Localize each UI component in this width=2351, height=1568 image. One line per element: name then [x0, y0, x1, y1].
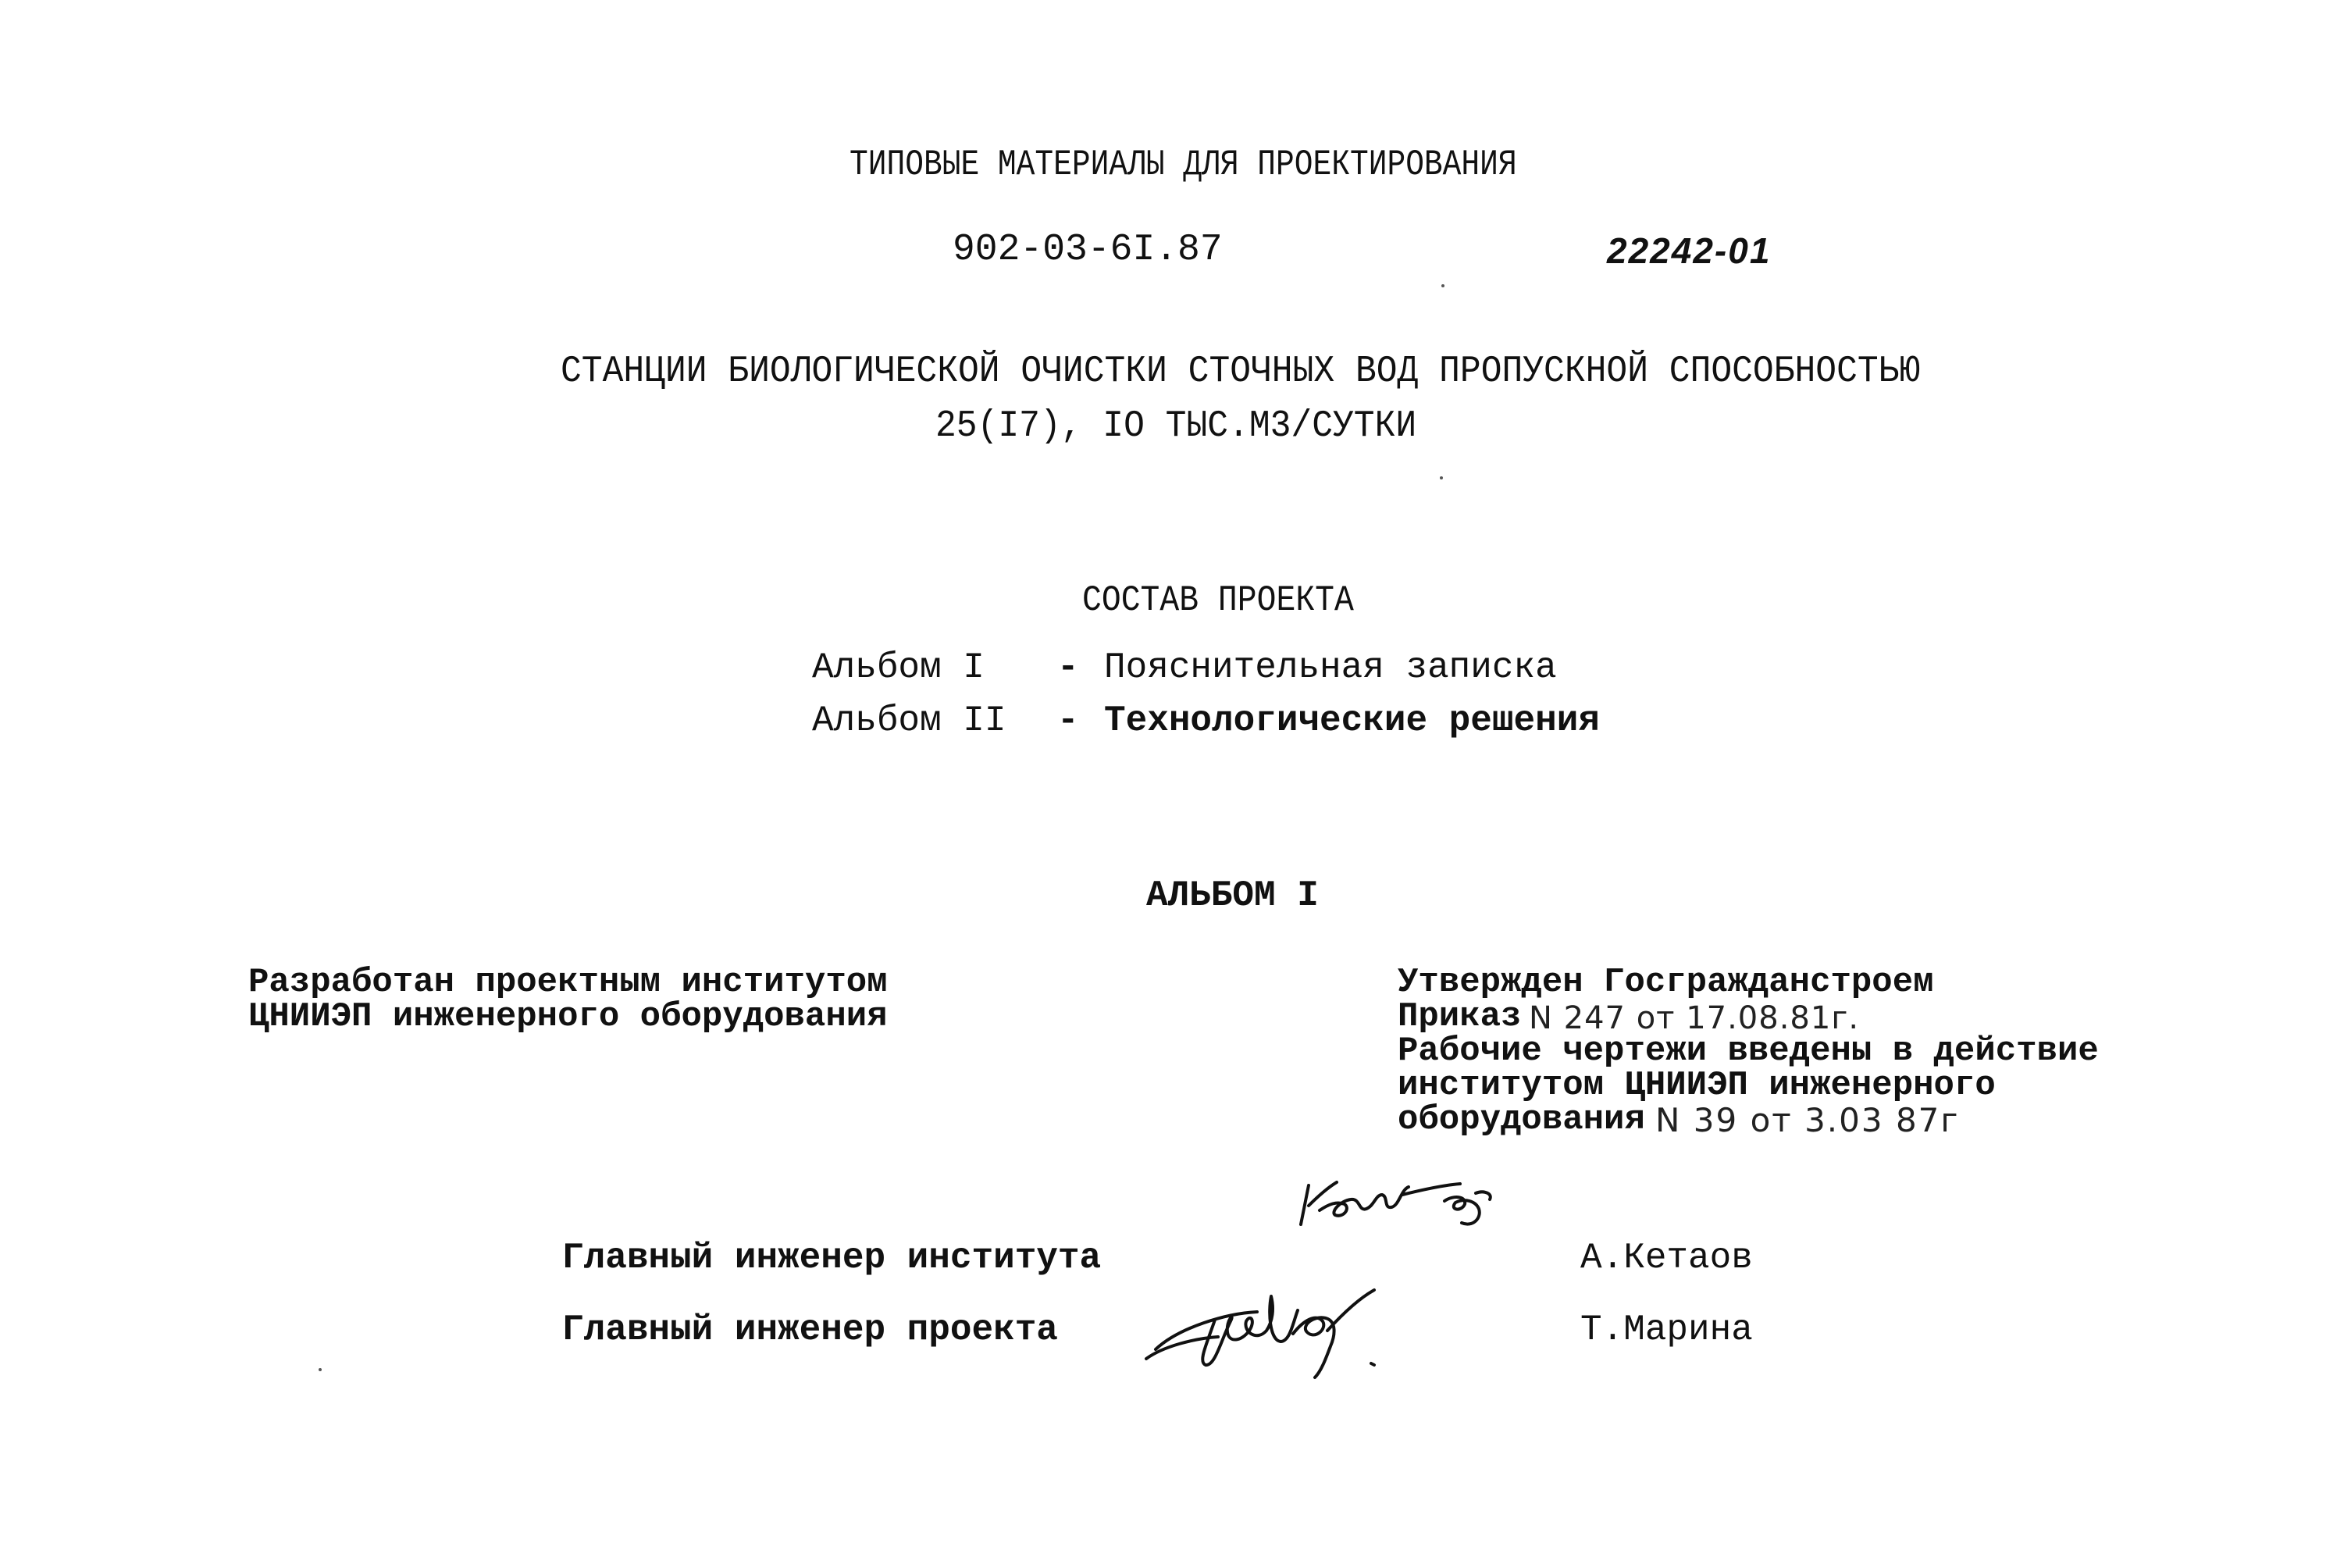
scan-speck	[1440, 476, 1443, 479]
approval-line-2-prefix: Приказ	[1398, 997, 1522, 1036]
signatory-1-role: Главный инженер института	[562, 1238, 1102, 1278]
approval-line-3: Рабочие чертежи введены в действие	[1398, 1032, 2099, 1071]
signature-chief-engineer-project	[1140, 1265, 1405, 1382]
scan-speck	[1441, 284, 1444, 287]
developer-line-1: Разработан проектным институтом	[248, 963, 888, 1002]
inventory-number: 22242-01	[1607, 230, 1772, 271]
signatory-2-name: Т.Марина	[1580, 1310, 1753, 1350]
developer-line-2: ЦНИИЭП инженерного оборудования	[248, 997, 888, 1036]
album-2-dash: -	[1057, 700, 1079, 741]
album-1-description: Пояснительная записка	[1104, 647, 1557, 688]
album-2-label: Альбом II	[812, 700, 1006, 741]
project-title-line-1: СТАНЦИИ БИОЛОГИЧЕСКОЙ ОЧИСТКИ СТОЧНЫХ ВОД ПРОПУСКНОЙ СПОСОБНОСТЬЮ	[561, 351, 1921, 393]
project-title-line-2: 25(I7), IO ТЫС.М3/СУТКИ	[935, 405, 1417, 447]
document-code: 902-03-6I.87	[953, 229, 1223, 271]
scan-speck	[319, 1368, 322, 1371]
album-2-description: Технологические решения	[1104, 700, 1600, 741]
approval-line-5-prefix: оборудования	[1398, 1100, 1645, 1139]
signatory-1-name: А.Кетаов	[1580, 1238, 1753, 1278]
approval-order-handwritten: N 247 от 17.08.81г.	[1529, 1000, 1860, 1036]
approval-decree-handwritten: N 39 от 3.03 87г	[1655, 1101, 1960, 1139]
album-1-label: Альбом I	[812, 647, 985, 688]
series-title: ТИПОВЫЕ МАТЕРИАЛЫ ДЛЯ ПРОЕКТИРОВАНИЯ	[850, 144, 1517, 185]
signatory-2-role: Главный инженер проекта	[562, 1310, 1058, 1350]
composition-heading: СОСТАВ ПРОЕКТА	[1082, 580, 1354, 621]
current-album-heading: АЛЬБОМ I	[1146, 875, 1319, 916]
approval-line-1: Утвержден Госгражданстроем	[1398, 963, 1934, 1002]
album-1-dash: -	[1057, 647, 1079, 688]
signature-chief-engineer-institute	[1288, 1164, 1507, 1257]
approval-line-4: институтом ЦНИИЭП инженерного	[1398, 1066, 1996, 1105]
